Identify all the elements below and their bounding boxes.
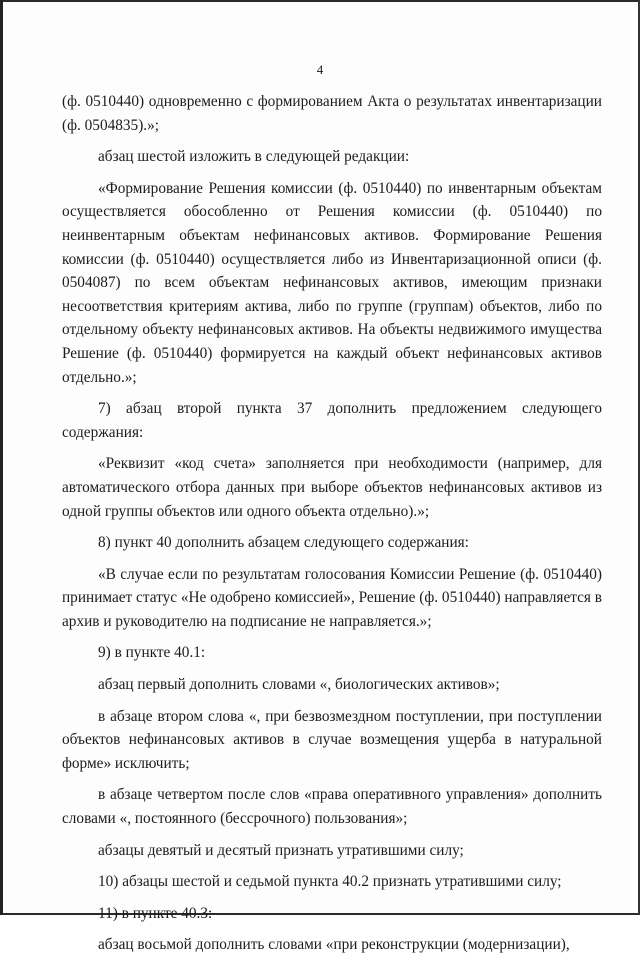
paragraph-quote: «Реквизит «код счета» заполняется при необходимости (например, для автоматического отбора данных при выборе объектов нефинансовых активов из одной группы объектов или одного объекта отдельно).»; — [62, 455, 602, 520]
document-body — [62, 90, 602, 957]
paragraph: абзац шестой изложить в следующей редакции: — [98, 148, 410, 166]
scan-edge-left — [0, 0, 3, 915]
paragraph: абзац первый дополнить словами «, биологических активов»; — [98, 676, 500, 694]
paragraph-continuation: (ф. 0510440) одновременно с формированием Акта о результатах инвентаризации (ф. 0504835).»; — [62, 93, 602, 134]
paragraph-quote: «В случае если по результатам голосования Комиссии Решение (ф. 0510440) принимает статус «Не одобрено комиссией», Решение (ф. 0510440) направляется в архив и руководителю на подписание не направляется.»; — [62, 565, 602, 630]
paragraph: в абзаце четвертом после слов «права оперативного управления» дополнить словами «, постоянного (бессрочного) пользования»; — [62, 786, 602, 828]
paragraph-item-7: 7) абзац второй пункта 37 дополнить предложением следующего содержания: — [62, 400, 602, 441]
paragraph: абзацы девятый и десятый признать утратившими силу; — [98, 841, 464, 859]
page-number: 4 — [316, 62, 324, 77]
paragraph-item-11: 11) в пункте 40.3: — [98, 904, 213, 922]
paragraph-quote: «Формирование Решения комиссии (ф. 0510440) по инвентарным объектам осуществляется обособленно от Решения комиссии (ф. 0510440) по неинвентарным объектам нефинансовых активов. Формирование Решения комиссии (ф. 0510440) осуществляется либо из Инвентаризационной описи (ф. 0504087) по всем объектам нефинансовых активов, имеющим признаки несоответствия критериям актива, либо по группе (группам) объектов, либо по отдельному объекту нефинансовых активов. На объекты недвижимого имущества Решение (ф. 0510440) формируется на каждый объект нефинансовых активов отдельно.»; — [62, 179, 602, 386]
paragraph: абзац восьмой дополнить словами «при реконструкции (модернизации), — [98, 936, 570, 954]
paragraph-item-8: 8) пункт 40 дополнить абзацем следующего содержания: — [98, 534, 469, 552]
paragraph-item-9: 9) в пункте 40.1: — [98, 644, 206, 662]
paragraph-item-10: 10) абзацы шестой и седьмой пункта 40.2 признать утратившими силу; — [98, 873, 562, 891]
paragraph: в абзаце втором слова «, при безвозмездном поступлении, при поступлении объектов нефинансовых активов в случае возмещения ущерба в натуральной форме» исключить; — [62, 707, 602, 772]
